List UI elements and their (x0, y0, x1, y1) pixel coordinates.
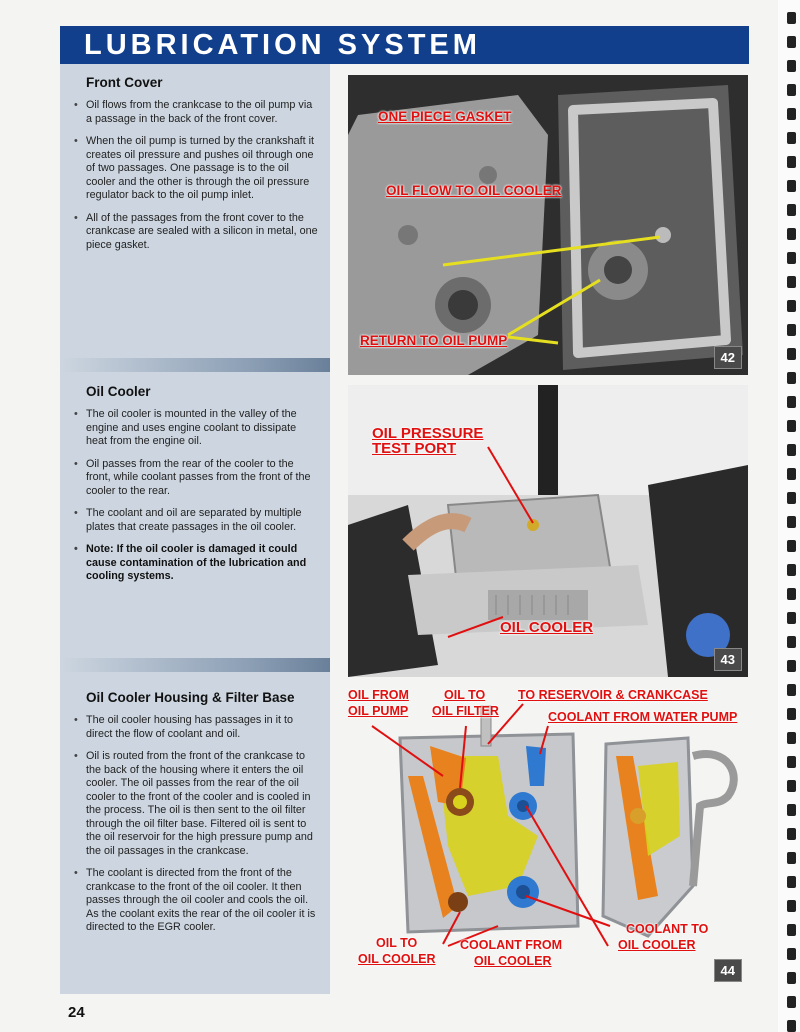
bullet: • The oil cooler housing has passages in it to direct the flow of coolant and oil. (72, 714, 320, 741)
section-oil-cooler (60, 384, 330, 584)
binding-ring (787, 1020, 796, 1032)
figure-44-diagram (348, 686, 748, 988)
figure-number: 42 (714, 346, 742, 369)
callout-oil-to-cooler-line2: OIL COOLER (358, 952, 436, 966)
bullet: • Oil flows from the crankcase to the oil pump via a passage in the back of the front cover. (72, 99, 320, 126)
binding-ring (787, 900, 796, 912)
binding-ring (787, 516, 796, 528)
callout-oil-pressure: OIL PRESSURE (372, 425, 484, 442)
page-title: LUBRICATION SYSTEM (84, 29, 481, 61)
binding-ring (787, 444, 796, 456)
section-title: Oil Cooler (86, 384, 151, 399)
binding-ring (787, 612, 796, 624)
binding-ring (787, 252, 796, 264)
callout-one-piece-gasket: ONE PIECE GASKET (378, 109, 512, 124)
binding-ring (787, 492, 796, 504)
binding-ring (787, 852, 796, 864)
page-header (60, 26, 749, 64)
bullet: • Oil passes from the rear of the cooler to the front, while coolant passes from the front of the cooler to the rear. (72, 458, 320, 499)
callout-oil-to: OIL TO (444, 688, 486, 702)
callout-coolant-to-line2: OIL COOLER (618, 938, 696, 952)
note-bullet: • Note: If the oil cooler is damaged it could cause contamination of the lubrication and cooling systems. (72, 543, 320, 584)
binding-ring (787, 684, 796, 696)
binding-ring (787, 924, 796, 936)
binding-ring (787, 12, 796, 24)
binding-ring (787, 132, 796, 144)
binding-ring (787, 108, 796, 120)
binding-ring (787, 780, 796, 792)
binding-ring (787, 60, 796, 72)
section-divider (60, 358, 330, 372)
section-front-cover (60, 75, 330, 252)
binding-ring (787, 36, 796, 48)
binding-ring (787, 276, 796, 288)
binding-ring (787, 876, 796, 888)
figure-number: 43 (714, 648, 742, 671)
callout-coolant-from-line1: COOLANT FROM (460, 938, 563, 952)
binding-ring (787, 204, 796, 216)
section-title: Front Cover (86, 75, 163, 90)
callout-oil-flow-to-oil-cooler: OIL FLOW TO OIL COOLER (386, 183, 562, 198)
binding-ring (787, 324, 796, 336)
figure-43-photo (348, 385, 748, 677)
binding-ring (787, 804, 796, 816)
figure-42-photo (348, 75, 748, 375)
binding-ring (787, 588, 796, 600)
callout-oil-pump: OIL PUMP (348, 704, 409, 718)
section-divider (60, 658, 330, 672)
binding-ring (787, 564, 796, 576)
binding-ring (787, 828, 796, 840)
binding-ring (787, 396, 796, 408)
binding-ring (787, 972, 796, 984)
callout-oil-filter: OIL FILTER (432, 704, 499, 718)
binding-ring (787, 228, 796, 240)
binding-ring (787, 948, 796, 960)
section-title: Oil Cooler Housing & Filter Base (86, 690, 295, 705)
bullet: • The coolant is directed from the front of the crankcase to the front of the oil cooler. It then passes through the oil cooler and cools the oil. As the coolant exits the rear of the oil cooler it is directed to the EGR cooler. (72, 867, 320, 935)
bullet: • The oil cooler is mounted in the valley of the engine and uses engine coolant to dissipate heat from the engine oil. (72, 408, 320, 449)
binding-ring (787, 300, 796, 312)
binding-ring (787, 156, 796, 168)
binding-ring (787, 996, 796, 1008)
binding-ring (787, 84, 796, 96)
bullet: • When the oil pump is turned by the crankshaft it creates oil pressure and pushes oil through one of two passages. One passage is to the oil cooler and the other is through the oil pressure regulator back to the oil pump inlet. (72, 135, 320, 203)
callout-to-reservoir-crankcase: TO RESERVOIR & CRANKCASE (518, 688, 708, 702)
callout-coolant-from-line2: OIL COOLER (474, 954, 552, 968)
callout-oil-cooler: OIL COOLER (500, 619, 594, 636)
binding-ring (787, 372, 796, 384)
binding-ring (787, 468, 796, 480)
binding-ring (787, 180, 796, 192)
binding-ring (787, 660, 796, 672)
callout-coolant-to-line1: COOLANT TO (626, 922, 709, 936)
binding-ring (787, 732, 796, 744)
binding-ring (787, 540, 796, 552)
bullet: • All of the passages from the front cover to the crankcase are sealed with a silicon in metal, one piece gasket. (72, 212, 320, 253)
callout-coolant-from-water-pump: COOLANT FROM WATER PUMP (548, 710, 738, 724)
spiral-binding (778, 0, 800, 1032)
bullet: • The coolant and oil are separated by multiple plates that create passages in the oil cooler. (72, 507, 320, 534)
binding-ring (787, 348, 796, 360)
bullet: • Oil is routed from the front of the crankcase to the back of the housing where it enters the oil cooler. The oil passes from the rear of the oil cooler to the front of the cooler and is cooled in the process. The oil is then sent to the oil filter through the oil filter base. Filtered oil is sent to the oil reservoir for the high pressure pump and the oil passages in the crankcase. (72, 750, 320, 858)
binding-ring (787, 756, 796, 768)
callout-oil-from: OIL FROM (348, 688, 409, 702)
page-number: 24 (68, 1004, 85, 1021)
figure-number: 44 (714, 959, 742, 982)
binding-ring (787, 420, 796, 432)
callout-return-to-oil-pump: RETURN TO OIL PUMP (360, 333, 508, 348)
binding-ring (787, 636, 796, 648)
section-housing-filter-base (60, 690, 330, 935)
callout-oil-to-cooler-line1: OIL TO (376, 936, 418, 950)
callout-test-port: TEST PORT (372, 440, 457, 457)
binding-ring (787, 708, 796, 720)
